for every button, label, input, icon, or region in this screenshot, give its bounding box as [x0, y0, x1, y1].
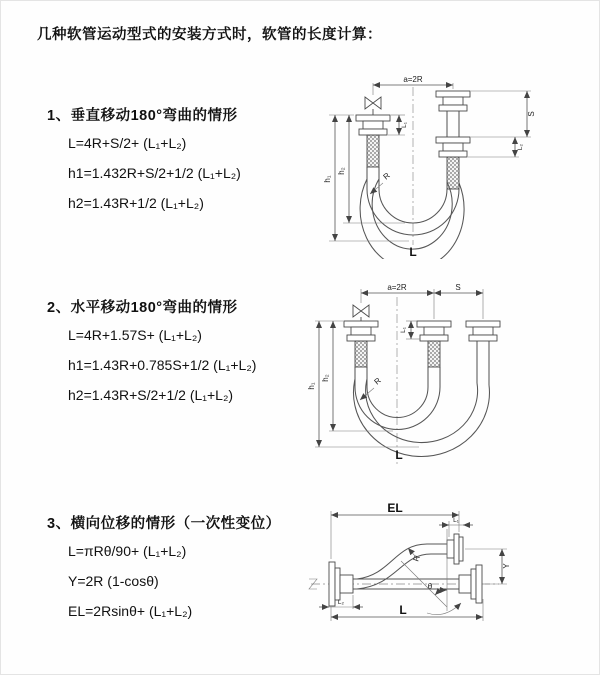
formula-list [47, 128, 241, 218]
flange-fitting-right [466, 321, 500, 341]
radius-callout [370, 171, 392, 194]
dim-label-h2: h₂ [321, 374, 330, 382]
flange-fitting-right [459, 565, 482, 603]
section-lateral-displacement [47, 512, 281, 626]
formula-line: h1=1.432R+S/2+1/2 (L₁+L₂) [68, 165, 241, 181]
formula-line: L=4R+S/2+ (L₁+L₂) [68, 135, 187, 151]
dim-label-r: R [381, 170, 392, 182]
section-vertical-move [47, 104, 241, 218]
dim-label-l1: L₁ [401, 122, 408, 128]
dim-label-l2: L₂ [517, 143, 524, 151]
hose-arcs [353, 341, 489, 457]
dim-label-r: R [372, 375, 383, 387]
dim-label-theta: θ [427, 582, 433, 591]
dim-label-l-total: L [409, 245, 417, 259]
dimension-l-total [331, 599, 483, 621]
dimension-s [434, 283, 483, 319]
dim-label-s: S [455, 283, 461, 292]
valve-icon [365, 97, 381, 115]
flange-fitting-left [356, 115, 390, 167]
flange-fitting-upper [447, 534, 463, 564]
dim-label-l1: L₁ [400, 327, 407, 333]
diagram-horizontal-180-bend [307, 281, 600, 473]
formula-line: EL=2Rsinθ+ (L₁+L₂) [68, 603, 193, 619]
dim-label-h2: h₂ [337, 167, 346, 175]
formula-line: h1=1.43R+0.785S+1/2 (L₁+L₂) [68, 357, 257, 373]
flange-fitting-right-lower [436, 137, 470, 189]
diagram-vertical-180-bend [313, 71, 593, 259]
flange-fitting-middle [417, 321, 451, 367]
hose-displaced-curve [357, 544, 449, 589]
dimension-s [471, 91, 536, 137]
formula-line: h2=1.43R+1/2 (L₁+L₂) [68, 195, 204, 211]
valve-icon [353, 305, 369, 321]
section-heading: 2、水平移动180°弯曲的情形 [47, 300, 238, 316]
page-title: 几种软管运动型式的安装方式时，软管的长度计算： [37, 27, 382, 43]
dim-label-h1: h₁ [323, 175, 332, 183]
dimension-span-2r [361, 283, 434, 319]
formula-line: Y=2R (1-cosθ) [68, 573, 159, 589]
dim-label-y: Y [502, 563, 511, 569]
braided-hose-section [447, 157, 459, 189]
dim-label-l-total: L [399, 603, 407, 617]
dim-label-span: a=2R [387, 283, 407, 292]
dim-label-el: EL [387, 501, 403, 515]
braided-hose-section [355, 341, 367, 367]
dim-label-span: a=2R [403, 75, 423, 84]
dimension-l2 [468, 137, 524, 157]
formula-line: L=πRθ/90+ (L₁+L₂) [68, 543, 187, 559]
formula-list [47, 320, 256, 410]
formula-line: h2=1.43R+S/2+1/2 (L₁+L₂) [68, 387, 234, 403]
braided-hose-section [428, 341, 440, 367]
dimension-l1 [388, 115, 408, 135]
section-heading: 3、横向位移的情形（一次性变位） [47, 516, 281, 532]
flange-fitting-left [344, 321, 378, 367]
braided-hose-section [367, 135, 379, 167]
section-heading: 1、垂直移动180°弯曲的情形 [47, 108, 238, 124]
dim-label-h1: h₁ [307, 382, 316, 390]
radius-callout [360, 376, 383, 400]
dim-label-l2: L₂ [337, 599, 345, 606]
flange-fitting-right-upper [436, 91, 470, 111]
diagram-lateral-displacement [299, 499, 600, 664]
dim-label-l-total: L [395, 448, 403, 462]
dim-label-l1: L₁ [453, 517, 459, 524]
dim-label-s: S [527, 111, 536, 117]
formula-list [47, 536, 281, 626]
dim-label-r: R [411, 554, 422, 563]
formula-line: L=4R+1.57S+ (L₁+L₂) [68, 327, 202, 343]
dimension-l2 [319, 595, 363, 609]
section-horizontal-move [47, 296, 256, 410]
dimension-el [331, 501, 459, 559]
